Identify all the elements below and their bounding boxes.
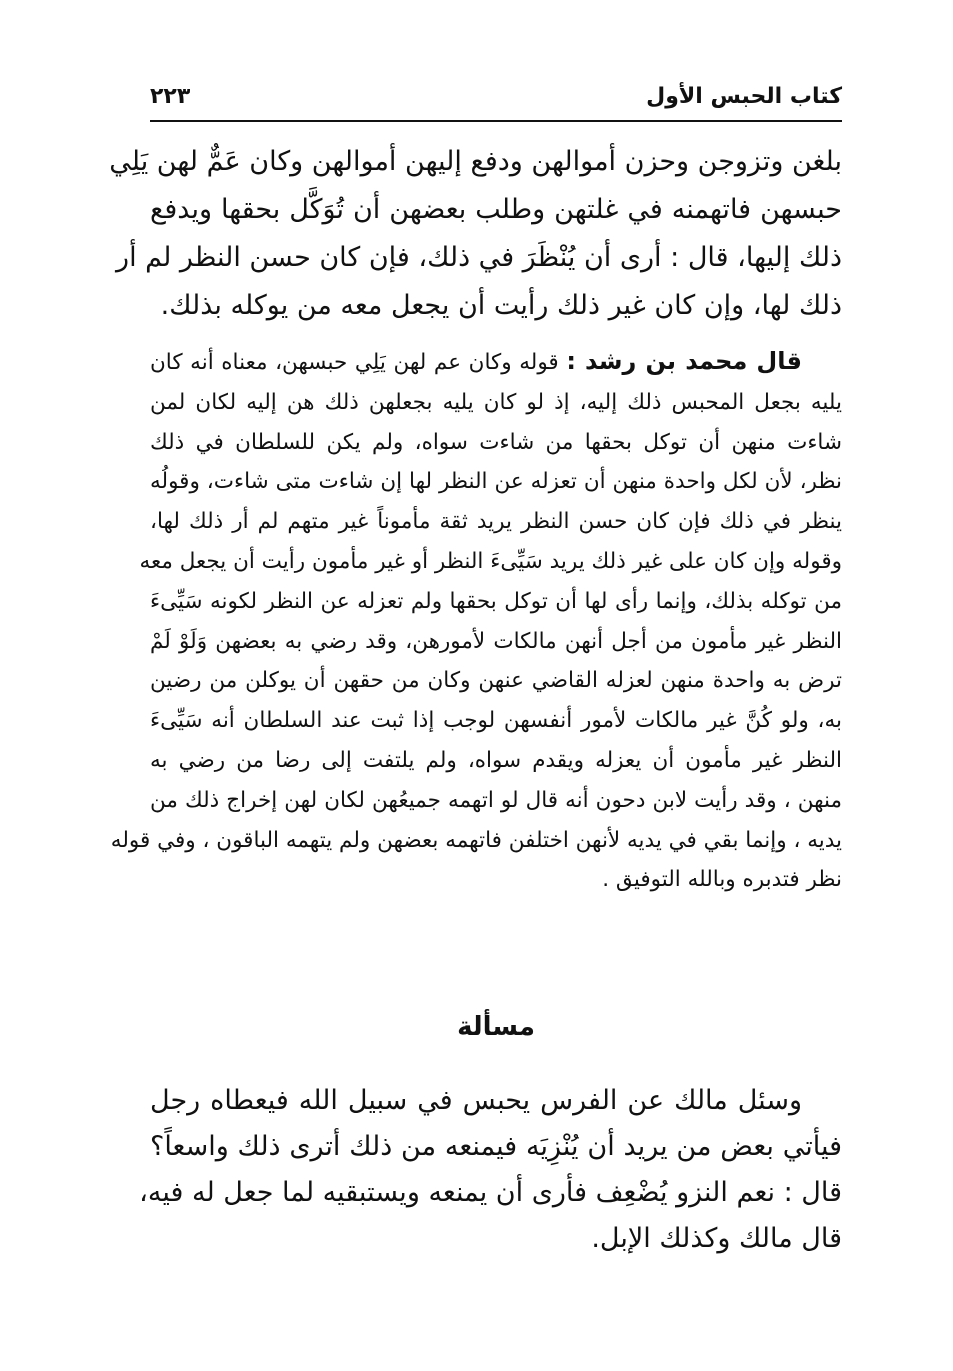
main-text [109,138,842,330]
commentary-line: نظر فتدبره وبالله التوفيق . [602,867,842,893]
page-header [150,78,842,118]
commentary-line: يديه ، وإنما بقي في يديه لأنهن اختلفن فاتهمه بعضهن ولم يتهمه الباقون ، وفي قوله [110,827,842,853]
commentary-line: النظر غير مأمون أن يعزله ويقدم سواه، ولم يلتفت إلى رضا من رضي به [150,747,842,773]
main-text-line: بلغن وتزوجن وحزن أموالهن ودفع إليهن أموالهن وكان عَمٌّ لهن يَلِي [109,146,842,177]
commentary-author: قال محمد بن رشد : [566,347,802,375]
commentary-line: من توكله بذلك، وإنما رأى لها أن توكل بحقها ولم تعزله عن النظر لكونه سَيِّىءَ [150,588,842,614]
commentary-line: وقوله وإن كان على غير ذلك يريد سَيِّىءَ النظر أو غير مأمون رأيت أن يجعل معه [139,548,842,574]
main-text-line: ذلك لها، وإن كان غير ذلك رأيت أن يجعل معه من يوكله بذلك. [160,290,842,321]
commentary-line: ترض به واحدة منهن لعزله القاضي عنهن وكان من حقهن أن يوكلن من رضين [150,668,842,694]
commentary-line: يليه بجعل المحبس ذلك إليه، إذ لو كان يليه بجعلهن ذلك هن إليه لكان لمن [150,389,842,415]
question-line: قال : نعم النزو يُضْعِف فأرى أن يمنعه ويستبقيه لما جعل له فيه، [139,1177,842,1208]
question-line: قال مالك وكذلك الإبل. [591,1223,842,1254]
commentary-line: ينظر في ذلك فإن كان حسن النظر يريد ثقة مأموناً غير متهم لم أر ذلك لها، [150,509,842,535]
section-heading: مسألة [457,1012,535,1042]
commentary-line: منهن ، وقد رأيت لابن دحون أنه قال لو اتهمه جميعُهن لكان لهن إخراج ذلك من [150,787,842,813]
commentary-line: شاءت منهن أن توكل بحقها من شاءت سواه، ولم يكن للسلطان في ذلك [150,429,842,455]
question-line: فيأتي بعض من يريد أن يُنْزِيَه فيمنعه من ذلك أترى ذلك واسعاً؟ [150,1131,842,1162]
commentary-line: به، ولو كُنَّ غير مالكات لأمور أنفسهن لوجب إذا ثبت عند السلطان أنه سَيِّىءَ [150,708,842,734]
commentary-first-line-rest: قوله وكان عم لهن يَلِي حبسهن، معناه أنه كان [150,350,559,375]
header-rule [150,120,842,122]
question-line: وسئل مالك عن الفرس يحبس في سبيل الله فيعطاه رجل [150,1085,802,1116]
page-number: ٢٢٣ [150,84,191,109]
commentary-first-line [150,342,842,383]
main-text-line: حبسهن فاتهمنه في غلتهن وطلب بعضهن أن تُوَكَّل بحقها ويدفع [150,194,842,225]
commentary-line: النظر غير مأمون من أجل أنهن مالكات لأمورهن، وقد رضي به بعضهن وَلَوْ لَمْ [150,628,842,654]
main-text-line: ذلك إليها، قال : أرى أن يُنْظَرَ في ذلك، فإن كان حسن النظر لم أر [116,242,842,273]
question-text [139,1078,842,1262]
commentary-line: نظر، لأن لكل واحدة منهن أن تعزله عن النظر لها إن شاءت متى شاءت، وقولُه [150,469,842,495]
running-title: كتاب الحبس الأول [646,84,842,109]
commentary-text [110,342,842,900]
